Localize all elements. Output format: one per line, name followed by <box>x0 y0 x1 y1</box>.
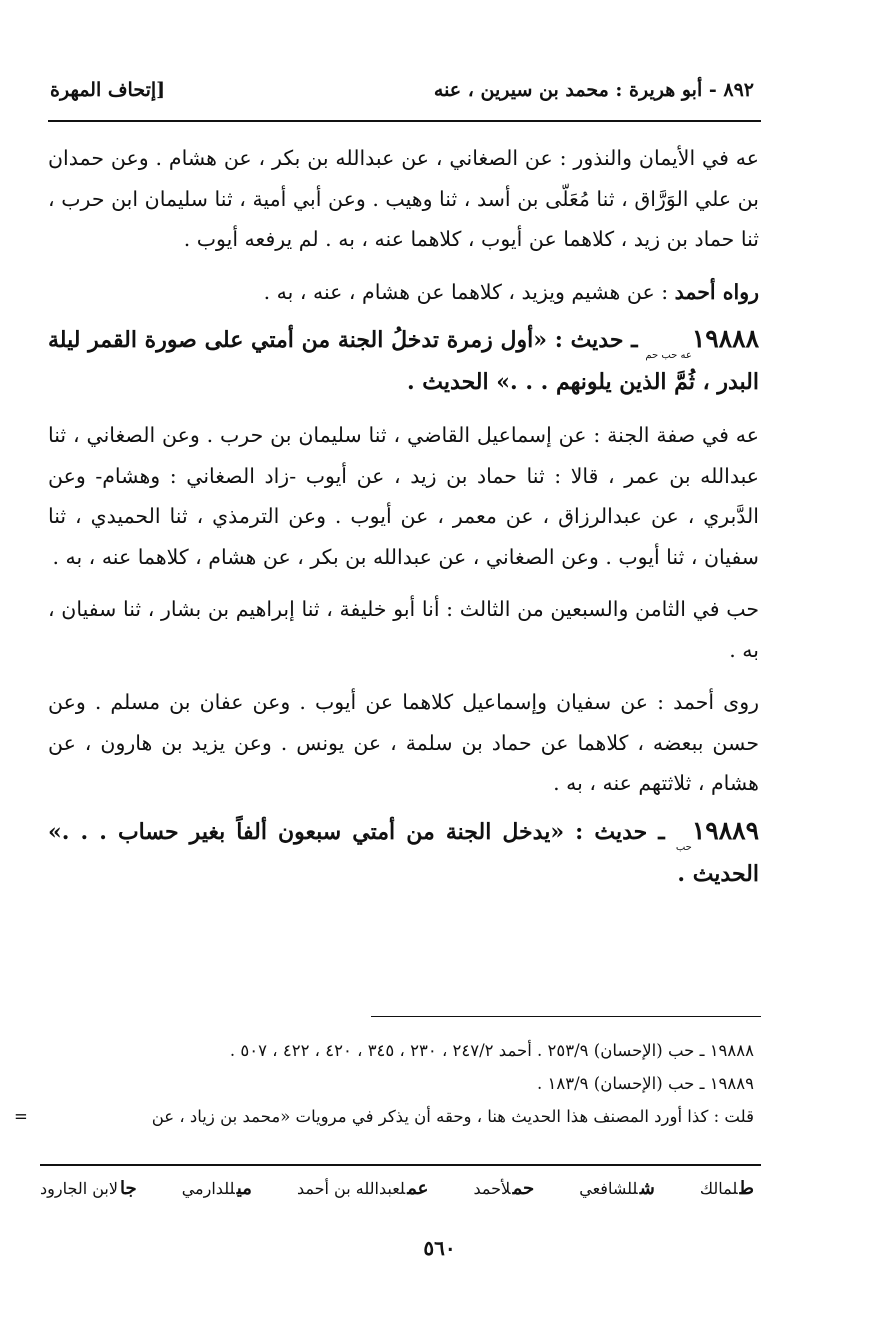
header-divider <box>48 120 761 122</box>
footnote-3-text: قلت : كذا أورد المصنف هذا الحديث هنا ، وحقه أن يذكر في مرويات «محمد بن زياد ، عن <box>151 1107 754 1126</box>
paragraph-2-lead: رواه أحمد <box>674 279 759 304</box>
paragraph-2-text: : عن هشيم ويزيد ، كلاهما عن هشام ، عنه ، به . <box>263 279 675 304</box>
paragraph-5: روى أحمد : عن سفيان وإسماعيل كلاهما عن أيوب . وعن عفان بن مسلم . وعن حسن ببعضه ، كلاهما عن حماد بن سلمة ، عن يونس . وعن يزيد بن هارون ، عن هشام ، ثلاثتهم عنه ، به . <box>48 690 759 795</box>
hadith-text: «أول زمرة تدخلُ الجنة من أمتي على صورة القمر ليلة البدر ، ثُمَّ الذين يلونهم . . .» الحديث . <box>48 327 759 395</box>
abbreviations-divider <box>40 1164 761 1166</box>
abbr-malik: طلمالك <box>699 1178 754 1199</box>
footnote-3 <box>14 1100 754 1133</box>
abbr-shafii: شللشافعي <box>579 1178 655 1199</box>
hadith-19888 <box>48 318 759 403</box>
paragraph-1: عه في الأيمان والنذور : عن الصغاني ، عن عبدالله بن بكر ، عن هشام . وعن حمدان بن علي الوَرَّاق ، ثنا مُعَلّى بن أسد ، ثنا وهيب . وعن أبي أمية ، ثنا سليمان ابن حرب ، ثنا حماد بن زيد ، كلاهما عن أيوب ، كلاهما عنه ، به . لم يرفعه أيوب . <box>48 146 759 251</box>
abbr-ahmad: حملأحمد <box>473 1178 535 1199</box>
footnote-2: ١٩٨٨٩ ـ حب (الإحسان) ١٨٣/٩ . <box>537 1074 754 1093</box>
footnote-1: ١٩٨٨٨ ـ حب (الإحسان) ٢٥٣/٩ . أحمد ٢٤٧/٢ ، ٢٣٠ ، ٣٤٥ ، ٤٢٠ ، ٤٢٢ ، ٥٠٧ . <box>229 1041 754 1060</box>
abbr-ibn-jarud: جالابن الجارود <box>40 1178 137 1199</box>
running-header <box>50 72 754 108</box>
paragraph-2 <box>48 272 759 313</box>
paragraph-4: حب في الثامن والسبعين من الثالث : أنا أبو خليفة ، ثنا إبراهيم بن بشار ، ثنا سفيان ، به . <box>48 597 759 662</box>
paragraph-3: عه في صفة الجنة : عن إسماعيل القاضي ، ثنا سليمان بن حرب . وعن الصغاني ، ثنا عبدالله بن عمر ، قالا : ثنا حماد بن زيد ، عن أيوب -زاد الصغاني : وهشام- وعن الدَّبري ، عن عبدالرزاق ، عن معمر ، عن أيوب . وعن الترمذي ، ثنا الحميدي ، ثنا سفيان ، ثنا أيوب . وعن الصغاني ، عن عبدالله بن بكر ، عن هشام ، كلاهما عنه ، به . <box>48 423 759 569</box>
hadith-label: ـ حديث : <box>564 818 676 845</box>
hadith-sources-sigla: حب <box>675 841 692 853</box>
main-text <box>48 138 759 907</box>
continuation-mark: = <box>14 1107 28 1126</box>
hadith-sources-sigla: عه حب حم <box>645 350 692 361</box>
page-number: ٥٦٠ <box>423 1236 456 1260</box>
footnote-divider <box>371 1016 761 1017</box>
hadith-19889 <box>48 810 759 895</box>
footnotes <box>14 1034 754 1133</box>
abbr-abdullah: عملعبدالله بن أحمد <box>296 1178 429 1199</box>
hadith-text: «يدخل الجنة من أمتي سبعون ألفاً بغير حساب . . .» الحديث . <box>48 818 759 887</box>
abbreviations-key <box>40 1178 754 1199</box>
hadith-label: ـ حديث : <box>547 327 646 353</box>
header-book-title: [إتحاف المهرة <box>50 79 166 101</box>
header-chapter-title: ٨٩٢ - أبو هريرة : محمد بن سيرين ، عنه <box>433 79 754 101</box>
hadith-number: ١٩٨٨٩ <box>691 815 759 845</box>
abbr-darimi: ميللدارمي <box>181 1178 252 1199</box>
hadith-number: ١٩٨٨٨ <box>691 324 759 353</box>
